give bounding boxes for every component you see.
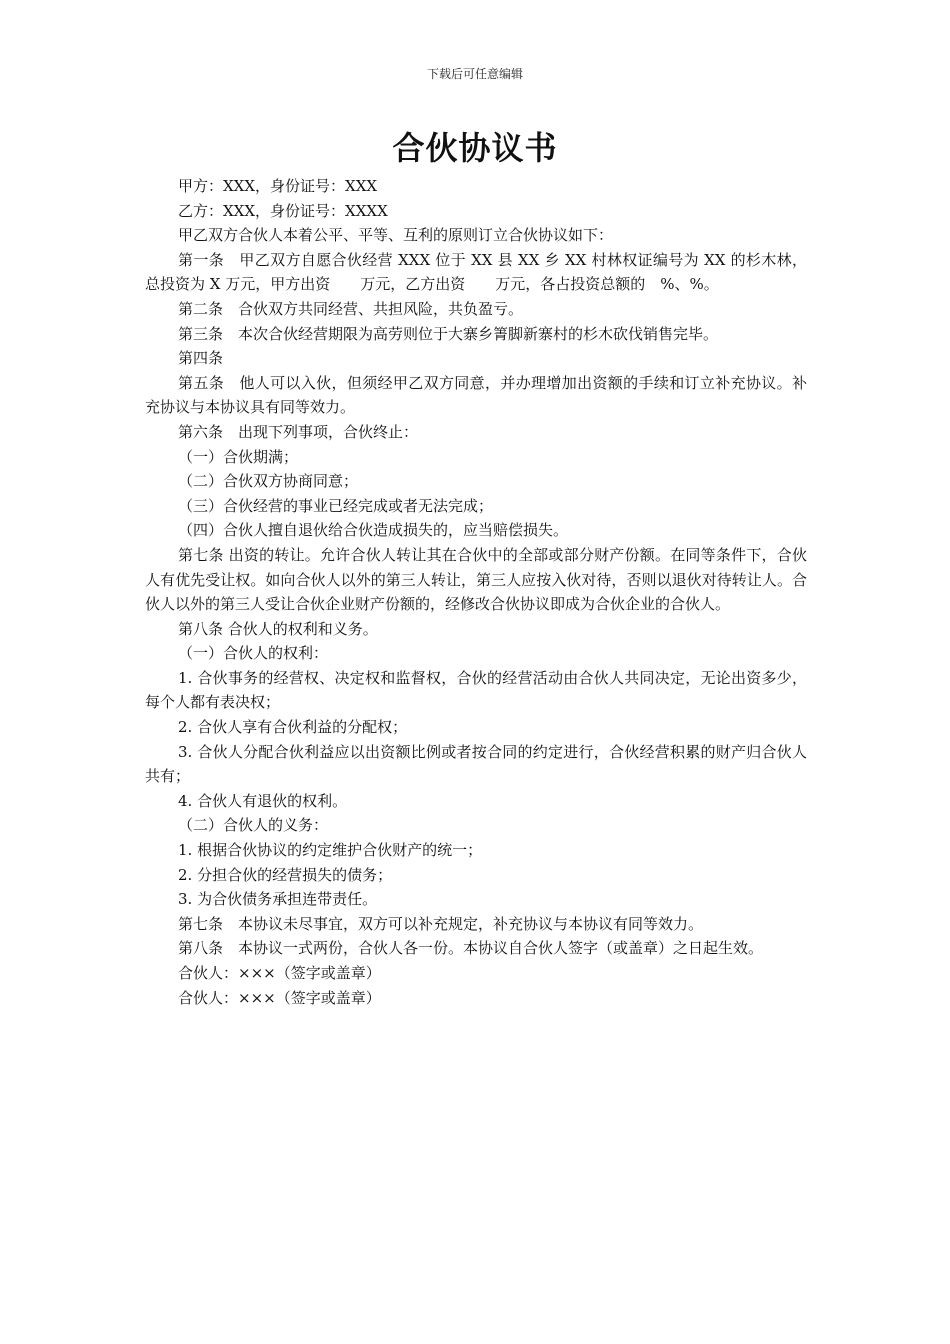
article-3: 第三条 本次合伙经营期限为高劳则位于大寨乡箐脚新寨村的杉木砍伐销售完毕。 [178,324,719,343]
page-header: 下载后可任意编辑 [426,67,523,81]
duties-item-1: 1. 根据合伙协议的约定维护合伙财产的统一； [178,841,483,860]
article-6: 第六条 出现下列事项，合伙终止： [178,422,419,441]
document-body [145,174,807,1010]
article-5: 第五条 他人可以入伙，但须经甲乙双方同意，并办理增加出资额的手续和订立补充协议。补充协议与本协议具有同等效力。 [145,373,807,417]
signature-line-2: 合伙人：×××（签字或盖章） [178,988,381,1007]
duties-item-2: 2. 分担合伙的经营损失的债务； [178,865,393,884]
article-6-item-2: （二）合伙双方协商同意； [178,472,359,491]
article-6-item-3: （三）合伙经营的事业已经完成或者无法完成； [178,496,494,515]
article-6-item-1: （一）合伙期满； [178,447,299,466]
article-2: 第二条 合伙双方共同经营、共担风险，共负盈亏。 [178,299,524,318]
article-6-item-4: （四）合伙人擅自退伙给合伙造成损失的，应当赔偿损失。 [178,521,569,540]
duties-heading: （二）合伙人的义务： [178,816,329,835]
article-7-supplement: 第七条 本协议未尽事宜，双方可以补充规定，补充协议与本协议有同等效力。 [178,914,704,933]
rights-item-4: 4. 合伙人有退伙的权利。 [178,791,348,810]
article-8-rights-duties: 第八条 合伙人的权利和义务。 [178,619,378,638]
article-1: 第一条 甲乙双方自愿合伙经营 XXX 位于 XX 县 XX 乡 XX 村林权证编号为 XX 的杉木林，总投资为 X 万元，甲方出资 万元，乙方出资 万元，各占投资总额的 %、%。 [145,250,807,294]
document-title: 合伙协议书 [392,129,558,167]
duties-item-3: 3. 为合伙债务承担连带责任。 [178,890,378,909]
preamble: 甲乙双方合伙人本着公平、平等、互利的原则订立合伙协议如下： [178,226,614,245]
party-b-line: 乙方：XXX，身份证号：XXXX [178,201,388,220]
signature-line-1: 合伙人：×××（签字或盖章） [178,964,381,982]
rights-item-1: 1. 合伙事务的经营权、决定权和监督权，合伙的经营活动由合伙人共同决定，无论出资多少，每个人都有表决权； [145,668,807,712]
rights-item-2: 2. 合伙人享有合伙利益的分配权； [178,718,408,737]
article-4: 第四条 [178,349,224,368]
rights-item-3: 3. 合伙人分配合伙利益应以出资额比例或者按合同的约定进行，合伙经营积累的财产归合伙人共有； [145,742,807,786]
rights-heading: （一）合伙人的权利： [178,644,329,663]
article-8-copies: 第八条 本协议一式两份，合伙人各一份。本协议自合伙人签字（或盖章）之日起生效。 [178,939,764,958]
party-a-line: 甲方：XXX，身份证号：XXX [178,177,378,195]
article-7-transfer: 第七条 出资的转让。允许合伙人转让其在合伙中的全部或部分财产份额。在同等条件下，合伙人有优先受让权。如向合伙人以外的第三人转让，第三人应按入伙对待，否则以退伙对待转让人。合伙人以外的第三人受让合伙企业财产份额的，经修改合伙协议即成为合伙企业的合伙人。 [145,545,807,614]
